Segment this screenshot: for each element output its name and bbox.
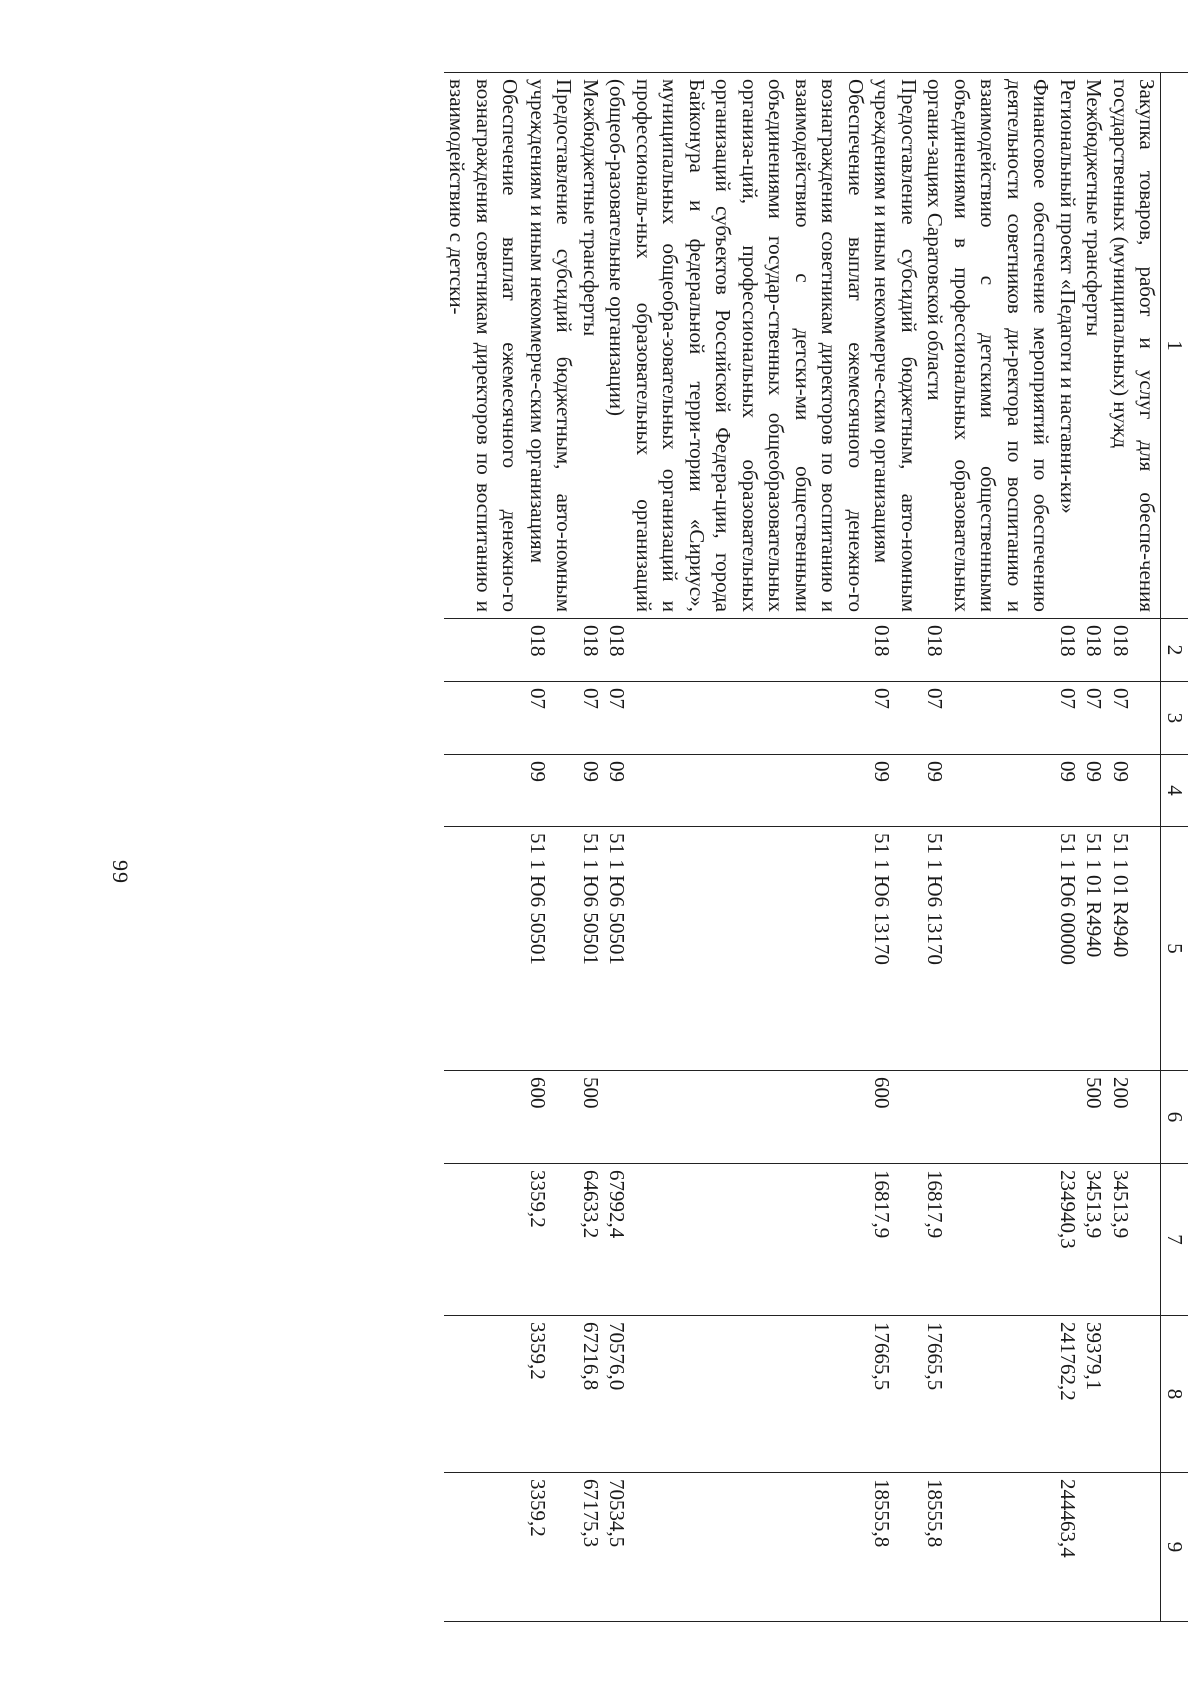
header-cell: 7 bbox=[1161, 1164, 1188, 1316]
expense-type-cell: 500 bbox=[578, 1071, 605, 1164]
admin-code-cell: 018 bbox=[604, 619, 869, 682]
amount-col8-cell: 39379,1 bbox=[1081, 1316, 1108, 1473]
item-name-cell: Предоставление субсидий бюджетным, авто-номным учреждениям и иным некоммерче-ским организациям bbox=[525, 73, 578, 619]
amount-col8-cell: 17665,5 bbox=[922, 1316, 1055, 1473]
table-row bbox=[578, 73, 605, 1622]
expense-type-cell bbox=[1055, 1071, 1082, 1164]
item-name-cell: Межбюджетные трансферты bbox=[578, 73, 605, 619]
amount-col7-cell: 16817,9 bbox=[869, 1164, 922, 1316]
amount-col9-cell: 70534,5 bbox=[604, 1473, 869, 1622]
amount-col8-cell bbox=[1108, 1316, 1162, 1473]
section-code-cell: 07 bbox=[922, 682, 1055, 755]
table-row bbox=[1081, 73, 1108, 1622]
item-name-cell: Закупка товаров, работ и услуг для обеспе-чения государственных (муниципальных) нужд bbox=[1108, 73, 1162, 619]
subsection-code-cell: 09 bbox=[1081, 755, 1108, 827]
amount-col8-cell: 17665,5 bbox=[869, 1316, 922, 1473]
section-code-cell: 07 bbox=[1055, 682, 1082, 755]
amount-col7-cell: 34513,9 bbox=[1081, 1164, 1108, 1316]
section-code-cell: 07 bbox=[1081, 682, 1108, 755]
header-cell: 9 bbox=[1161, 1473, 1188, 1622]
header-cell: 4 bbox=[1161, 755, 1188, 827]
item-name-cell: Межбюджетные трансферты bbox=[1081, 73, 1108, 619]
expense-type-cell: 600 bbox=[525, 1071, 578, 1164]
amount-col7-cell: 234940,3 bbox=[1055, 1164, 1082, 1316]
amount-col9-cell: 18555,8 bbox=[922, 1473, 1055, 1622]
admin-code-cell: 018 bbox=[578, 619, 605, 682]
amount-col7-cell: 64633,2 bbox=[578, 1164, 605, 1316]
table-row bbox=[604, 73, 869, 1622]
amount-col8-cell: 3359,2 bbox=[525, 1316, 578, 1473]
header-cell: 3 bbox=[1161, 682, 1188, 755]
subsection-code-cell: 09 bbox=[525, 755, 578, 827]
admin-code-cell: 018 bbox=[1108, 619, 1162, 682]
target-article-cell: 51 1 01 R4940 bbox=[1081, 827, 1108, 1071]
section-code-cell: 07 bbox=[869, 682, 922, 755]
amount-col7-cell bbox=[444, 1164, 525, 1316]
expense-type-cell bbox=[444, 1071, 525, 1164]
expense-type-cell bbox=[922, 1071, 1055, 1164]
table-row bbox=[444, 73, 525, 1622]
amount-col9-cell: 244463,4 bbox=[1055, 1473, 1082, 1622]
header-cell: 5 bbox=[1161, 827, 1188, 1071]
expense-type-cell: 200 bbox=[1108, 1071, 1162, 1164]
amount-col7-cell: 16817,9 bbox=[922, 1164, 1055, 1316]
subsection-code-cell: 09 bbox=[1108, 755, 1162, 827]
target-article-cell: 51 1 Ю6 13170 bbox=[869, 827, 922, 1071]
table-row bbox=[869, 73, 922, 1622]
target-article-cell: 51 1 Ю6 50501 bbox=[525, 827, 578, 1071]
header-cell: 8 bbox=[1161, 1316, 1188, 1473]
target-article-cell: 51 1 Ю6 50501 bbox=[578, 827, 605, 1071]
amount-col9-cell: 18555,8 bbox=[869, 1473, 922, 1622]
item-name-cell: Региональный проект «Педагоги и наставни-ки» bbox=[1055, 73, 1082, 619]
subsection-code-cell: 09 bbox=[604, 755, 869, 827]
amount-col9-cell bbox=[1108, 1473, 1162, 1622]
target-article-cell: 51 1 Ю6 00000 bbox=[1055, 827, 1082, 1071]
admin-code-cell: 018 bbox=[525, 619, 578, 682]
item-name-cell: Обеспечение выплат ежемесячного денежно-го вознаграждения советникам директоров по воспитанию и взаимодействию с детски- bbox=[444, 73, 525, 619]
section-code-cell: 07 bbox=[1108, 682, 1162, 755]
amount-col8-cell bbox=[444, 1316, 525, 1473]
amount-col9-cell bbox=[444, 1473, 525, 1622]
subsection-code-cell: 09 bbox=[1055, 755, 1082, 827]
expense-type-cell: 500 bbox=[1081, 1071, 1108, 1164]
section-code-cell bbox=[444, 682, 525, 755]
header-cell: 6 bbox=[1161, 1071, 1188, 1164]
amount-col9-cell bbox=[1081, 1473, 1108, 1622]
item-name-cell: Обеспечение выплат ежемесячного денежно-го вознаграждения советникам директоров по воспитанию и взаимодействию с детски-ми общественными объединениями государ-ственных общеобразовательных организа-ций, профессиональных образовательных организаций субъектов Российской Федера-ции, города Байконура и федеральной терри-тории «Сириус», муниципальных общеобра-зовательных организаций и профессиональ-ных образовательных организаций (общеоб-разовательные организации) bbox=[604, 73, 869, 619]
amount-col8-cell: 241762,2 bbox=[1055, 1316, 1082, 1473]
admin-code-cell bbox=[444, 619, 525, 682]
header-cell: 1 bbox=[1161, 73, 1188, 619]
amount-col8-cell: 67216,8 bbox=[578, 1316, 605, 1473]
subsection-code-cell bbox=[444, 755, 525, 827]
section-code-cell: 07 bbox=[578, 682, 605, 755]
amount-col7-cell: 34513,9 bbox=[1108, 1164, 1162, 1316]
table-row bbox=[1055, 73, 1082, 1622]
amount-col9-cell: 67175,3 bbox=[578, 1473, 605, 1622]
target-article-cell: 51 1 Ю6 50501 bbox=[604, 827, 869, 1071]
expense-type-cell: 600 bbox=[869, 1071, 922, 1164]
table-row bbox=[1108, 73, 1162, 1622]
table-row bbox=[525, 73, 578, 1622]
section-code-cell: 07 bbox=[604, 682, 869, 755]
admin-code-cell: 018 bbox=[1055, 619, 1082, 682]
expense-type-cell bbox=[604, 1071, 869, 1164]
table-row bbox=[922, 73, 1055, 1622]
section-code-cell: 07 bbox=[525, 682, 578, 755]
subsection-code-cell: 09 bbox=[578, 755, 605, 827]
amount-col8-cell: 70576,0 bbox=[604, 1316, 869, 1473]
table-header bbox=[1161, 73, 1188, 1622]
target-article-cell bbox=[444, 827, 525, 1071]
item-name-cell: Предоставление субсидий бюджетным, авто-номным учреждениям и иным некоммерче-ским организациям bbox=[869, 73, 922, 619]
admin-code-cell: 018 bbox=[1081, 619, 1108, 682]
rotated-sheet bbox=[28, 72, 1188, 1672]
admin-code-cell: 018 bbox=[922, 619, 1055, 682]
amount-col7-cell: 67992,4 bbox=[604, 1164, 869, 1316]
amount-col9-cell: 3359,2 bbox=[525, 1473, 578, 1622]
amount-col7-cell: 3359,2 bbox=[525, 1164, 578, 1316]
target-article-cell: 51 1 Ю6 13170 bbox=[922, 827, 1055, 1071]
header-row bbox=[1161, 73, 1188, 1622]
target-article-cell: 51 1 01 R4940 bbox=[1108, 827, 1162, 1071]
budget-table bbox=[444, 72, 1188, 1622]
header-cell: 2 bbox=[1161, 619, 1188, 682]
admin-code-cell: 018 bbox=[869, 619, 922, 682]
table-body bbox=[444, 73, 1161, 1622]
item-name-cell: Финансовое обеспечение мероприятий по обеспечению деятельности советников ди-ректора по воспитанию и взаимодействию с детскими общественными объединениями в профессиональных образовательных органи-зациях Саратовской области bbox=[922, 73, 1055, 619]
page-number: 99 bbox=[108, 860, 133, 884]
subsection-code-cell: 09 bbox=[869, 755, 922, 827]
subsection-code-cell: 09 bbox=[922, 755, 1055, 827]
